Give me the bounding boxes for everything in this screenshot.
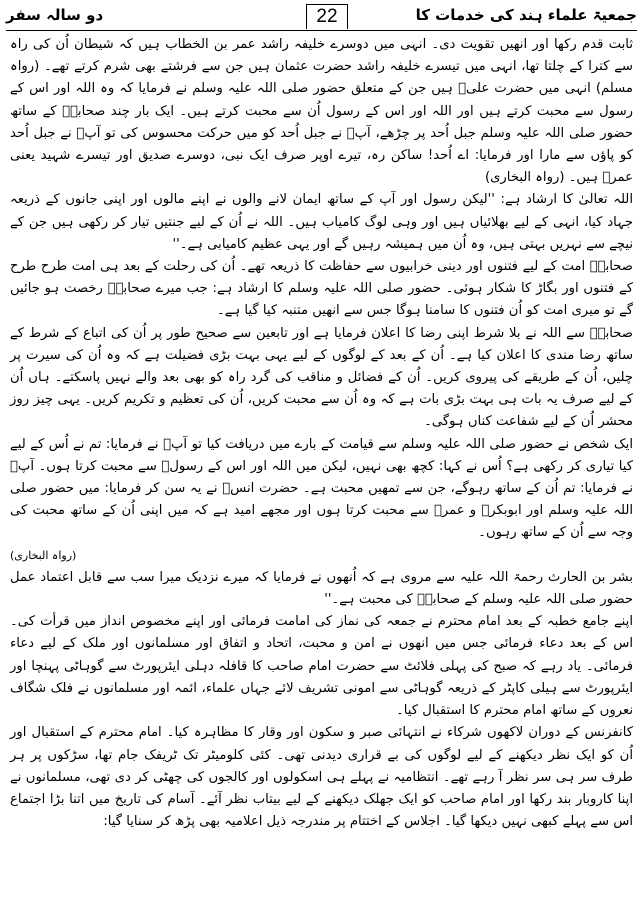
book-title: دو سالہ سفر	[6, 6, 104, 24]
paragraph: ایک شخص نے حضور صلی اللہ علیہ وسلم سے قیامت کے بارے میں دریافت کیا تو آپؐ نے فرمایا: تم نے اُس کے لیے کیا تیاری کر رکھی ہے؟ اُس نے کہا: کچھ بھی نہیں، لیکن میں اللہ اور اس کے رسولؐ سے محبت کرتا ہوں۔ آپؐ نے فرمایا: تم اُن کے ساتھ رہوگے، جن سے تمھیں محبت ہے۔ حضرت انسؓ نے یہ سن کر فرمایا: میں حضور صلی اللہ علیہ وسلم اور ابوبکرؓ و عمرؓ سے محبت کرتا ہوں اور مجھے امید ہے کہ میں اپنی اُن کے ساتھ محبت کی وجہ سے اُن کے ساتھ رہوں۔	[10, 436, 633, 541]
paragraph: صحابہؓ امت کے لیے فتنوں اور دینی خرابیوں سے حفاظت کا ذریعہ تھے۔ اُن کی رحلت کے بعد ہی امت طرح طرح کے فتنوں اور بگاڑ کا شکار ہوئی۔ حضور صلی اللہ علیہ وسلم کا ارشاد ہے: جب میرے صحابہؓ رخصت ہو جائیں گے تو میری امت کو اُن فتنوں کا سامنا ہوگا جس سے انھیں متنبہ کیا گیا ہے۔	[10, 259, 633, 319]
paragraph: صحابہؓ سے اللہ نے بلا شرط اپنی رضا کا اعلان فرمایا ہے اور تابعین سے صحیح طور پر اُن کی اتباع کے شرط کے ساتھ رضا مندی کا اعلان کیا ہے۔ اُن کے بعد کے لوگوں کے لیے یہی بہت بڑی فضیلت ہے کہ وہ اُن کی سیرت پر چلیں، اُن کے طریقے کی پیروی کریں۔ اُن کے فضائل و مناقب کی گرد راہ کو بھی بعد والے نہیں پاسکتے۔ ہاں اُن کے لیے صرف یہ بات ہی بہت بڑی بات ہے کہ وہ اُن سے محبت کریں، اُن کی تعظیم و تکریم کریں۔ یہی چیز روز محشر اُن کے لیے شفاعت کناں ہوگی۔	[10, 325, 633, 430]
page-header	[6, 4, 637, 31]
paragraph: اللہ تعالیٰ کا ارشاد ہے: ''لیکن رسول اور آپ کے ساتھ ایمان لانے والوں نے اپنے مالوں اور اپنی جانوں کے ذریعہ جہاد کیا، انہی کے لیے بھلائیاں ہیں اور وہی لوگ کامیاب ہیں۔ اللہ نے اُن کے لیے جنتیں تیار کر رکھی ہیں جن کے نیچے سے نہریں بہتی ہیں، وہ اُن میں ہمیشہ رہیں گے اور یہی عظیم کامیابی ہے۔''	[10, 192, 633, 252]
paragraph: ثابت قدم رکھا اور انھیں تقویت دی۔ انہی میں دوسرے خلیفہ راشد عمر بن الخطاب ہیں کہ شیطان اُن کی راہ سے کترا کے چلتا تھا، انہی میں تیسرے خلیفہ راشد حضرت عثمان ہیں جن سے فرشتے بھی شرم کرتے تھے۔ (رواہ مسلم) انہی میں حضرت علیؓ ہیں جن کے متعلق حضور صلی اللہ علیہ وسلم نے فرمایا کہ وہ اللہ اور اس کے رسول سے محبت کرتے ہیں اور اللہ اور اس کے رسول اُن سے محبت کرتے ہیں۔ ایک بار چند صحابہؓ کے ساتھ حضور صلی اللہ علیہ وسلم جبل اُحد پر چڑھے، آپؐ نے جبل اُحد کو میں حرکت محسوس کی تو آپؐ نے جبل اُحد کو پاؤں سے مارا اور فرمایا: اے اُحد! ساکن رہ، تیرے اوپر صرف ایک نبی، دوسرے صدیق اور تیسرے شہید یعنی عمرؓ ہیں۔ (رواہ البخاری)	[10, 37, 633, 186]
paragraph: بشر بن الحارث رحمۃ اللہ علیہ سے مروی ہے کہ اُنھوں نے فرمایا کہ میرے نزدیک میرا سب سے قابل اعتماد عمل حضور صلی اللہ علیہ وسلم کے صحابہؓ کی محبت ہے۔''	[10, 569, 633, 608]
citation: (رواہ البخاری)	[10, 548, 77, 562]
page-number: 22	[306, 4, 348, 29]
paragraph: کانفرنس کے دوران لاکھوں شرکاء نے انتہائی صبر و سکون اور وقار کا مظاہرہ کیا۔ امام محترم کے استقبال اور اُن کو ایک نظر دیکھنے کے لیے لوگوں کی بے قراری دیدنی تھی۔ کئی کلومیٹر تک ٹریفک جام تھا، سڑکوں پر ہر طرف سر ہی سر نظر آ رہے تھے۔ انتظامیہ نے پہلے ہی اسکولوں اور کالجوں کی چھٹی کر دی تھی، مسلمانوں نے اپنا کاروبار بند رکھا اور امام صاحب کو ایک جھلک دیکھنے کے لیے بیتاب نظر آئے۔ آسام کی تاریخ میں اتنا بڑا اجتماع اس سے پہلے کبھی نہیں دیکھا گیا۔ اجلاس کے اختتام پر مندرجہ ذیل اعلامیہ بھی پڑھ کر سنایا گیا:	[10, 725, 633, 830]
paragraph: اپنے جامع خطبہ کے بعد امام محترم نے جمعہ کی نماز کی امامت فرمائی اور اپنے مخصوص انداز میں قرأت کی۔ اس کے بعد دعاء فرمائی جس میں انھوں نے امن و محبت، اتحاد و اتفاق اور مسلمانوں اور ملک کے لیے دعاء فرمائی۔ یاد رہے کہ صبح کی پہلی فلائٹ سے حضرت امام صاحب کا قافلہ دہلی ایئرپورٹ سے گوہاٹی پہنچا اور ایئرپورٹ سے ہیلی کاپٹر کے ذریعہ گوہاٹی سے امونی تشریف لائے جہاں علماء، ائمہ اور مسلمانوں نے فلک شگاف نعروں کے ساتھ امام محترم کا استقبال کیا۔	[10, 614, 633, 719]
chapter-title: جمعیۃ علماء ہند کی خدمات کا	[415, 6, 637, 24]
body-text	[10, 34, 633, 833]
